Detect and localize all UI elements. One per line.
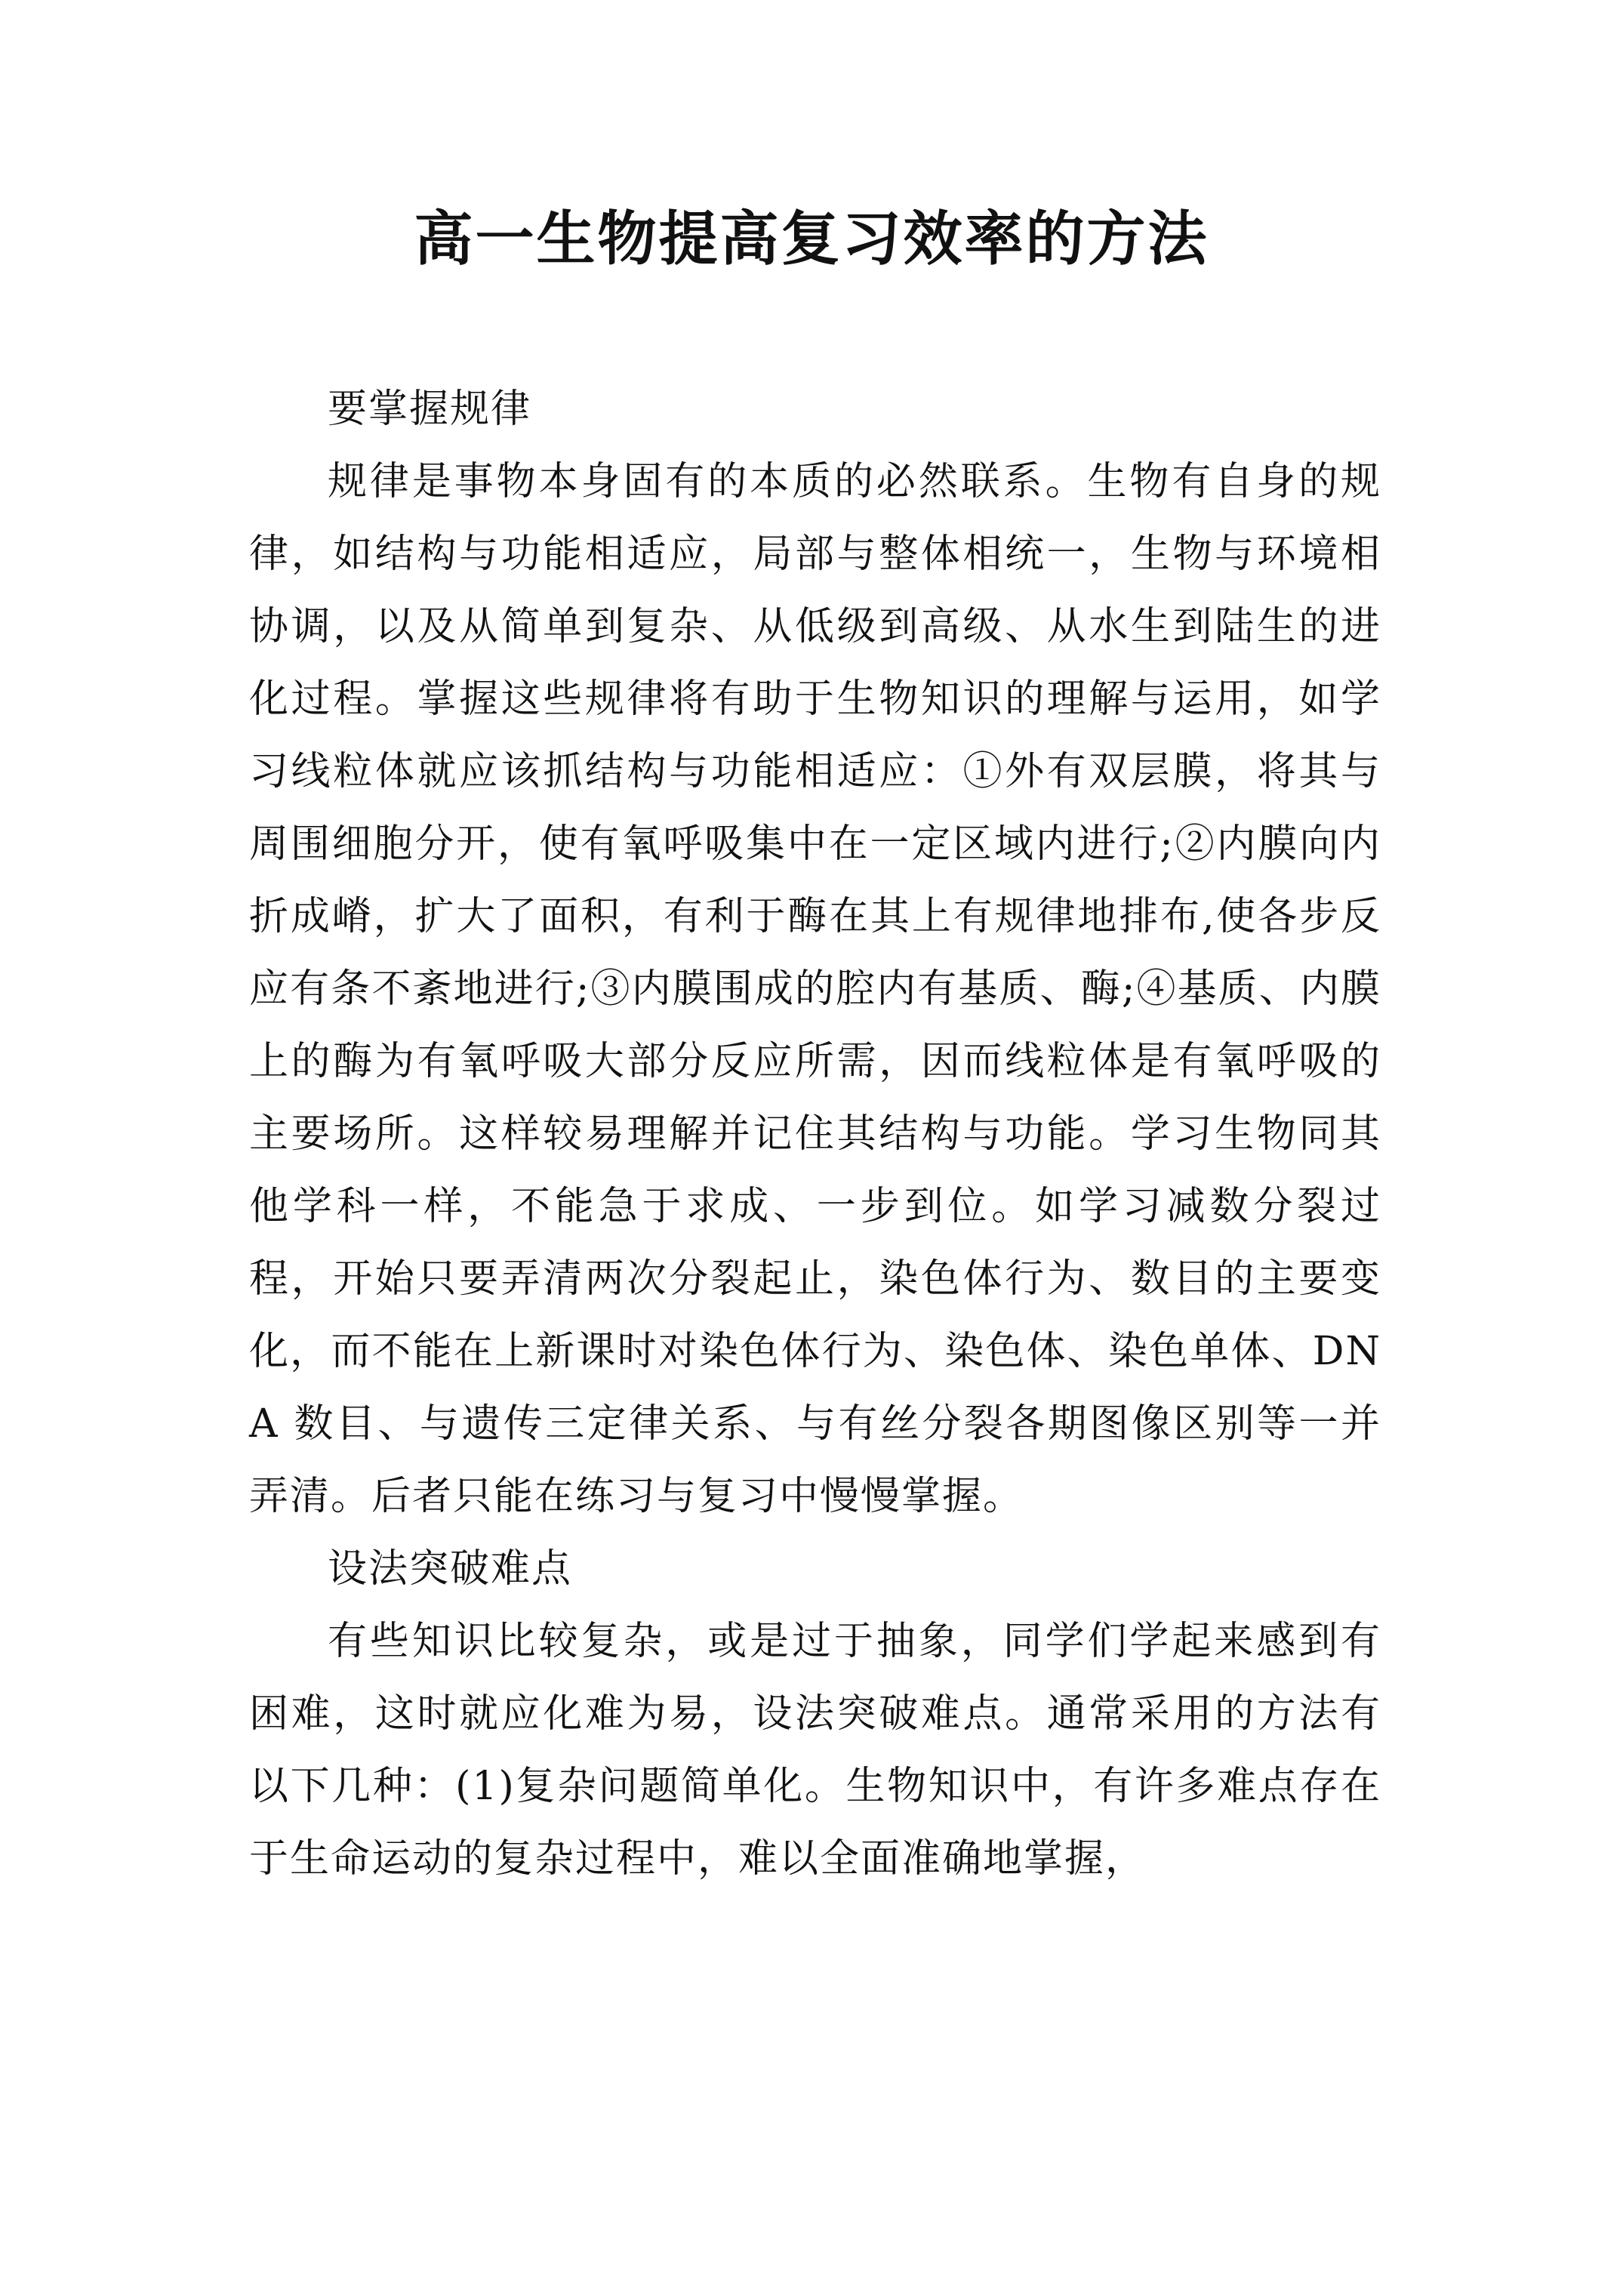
- section-paragraph-rules: 规律是事物本身固有的本质的必然联系。生物有自身的规律，如结构与功能相适应，局部与整体相统一，生物与环境相协调，以及从简单到复杂、从低级到高级、从水生到陆生的进化过程。掌握这些规律将有助于生物知识的理解与运用，如学习线粒体就应该抓结构与功能相适应：①外有双层膜，将其与周围细胞分开，使有氧呼吸集中在一定区域内进行;②内膜向内折成嵴，扩大了面积，有利于酶在其上有规律地排布,使各步反应有条不紊地进行;③内膜围成的腔内有基质、酶;④基质、内膜上的酶为有氧呼吸大部分反应所需，因而线粒体是有氧呼吸的主要场所。这样较易理解并记住其结构与功能。学习生物同其他学科一样，不能急于求成、一步到位。如学习减数分裂过程，开始只要弄清两次分裂起止，染色体行为、数目的主要变化，而不能在上新课时对染色体行为、染色体、染色单体、DNA 数目、与遗传三定律关系、与有丝分裂各期图像区别等一并弄清。后者只能在练习与复习中慢慢掌握。: [249, 459, 1381, 1519]
- document-title: 高一生物提高复习效率的方法: [414, 205, 1209, 273]
- section-paragraph-difficulties: 有些知识比较复杂，或是过于抽象，同学们学起来感到有困难，这时就应化难为易，设法突破难点。通常采用的方法有以下几种：(1)复杂问题简单化。生物知识中，有许多难点存在于生命运动的复杂过程中，难以全面准确地掌握，: [249, 1619, 1381, 1881]
- section-heading-rules: 要掌握规律: [328, 387, 532, 432]
- section-heading-difficulties: 设法突破难点: [328, 1546, 573, 1592]
- document-body: [249, 373, 1381, 1895]
